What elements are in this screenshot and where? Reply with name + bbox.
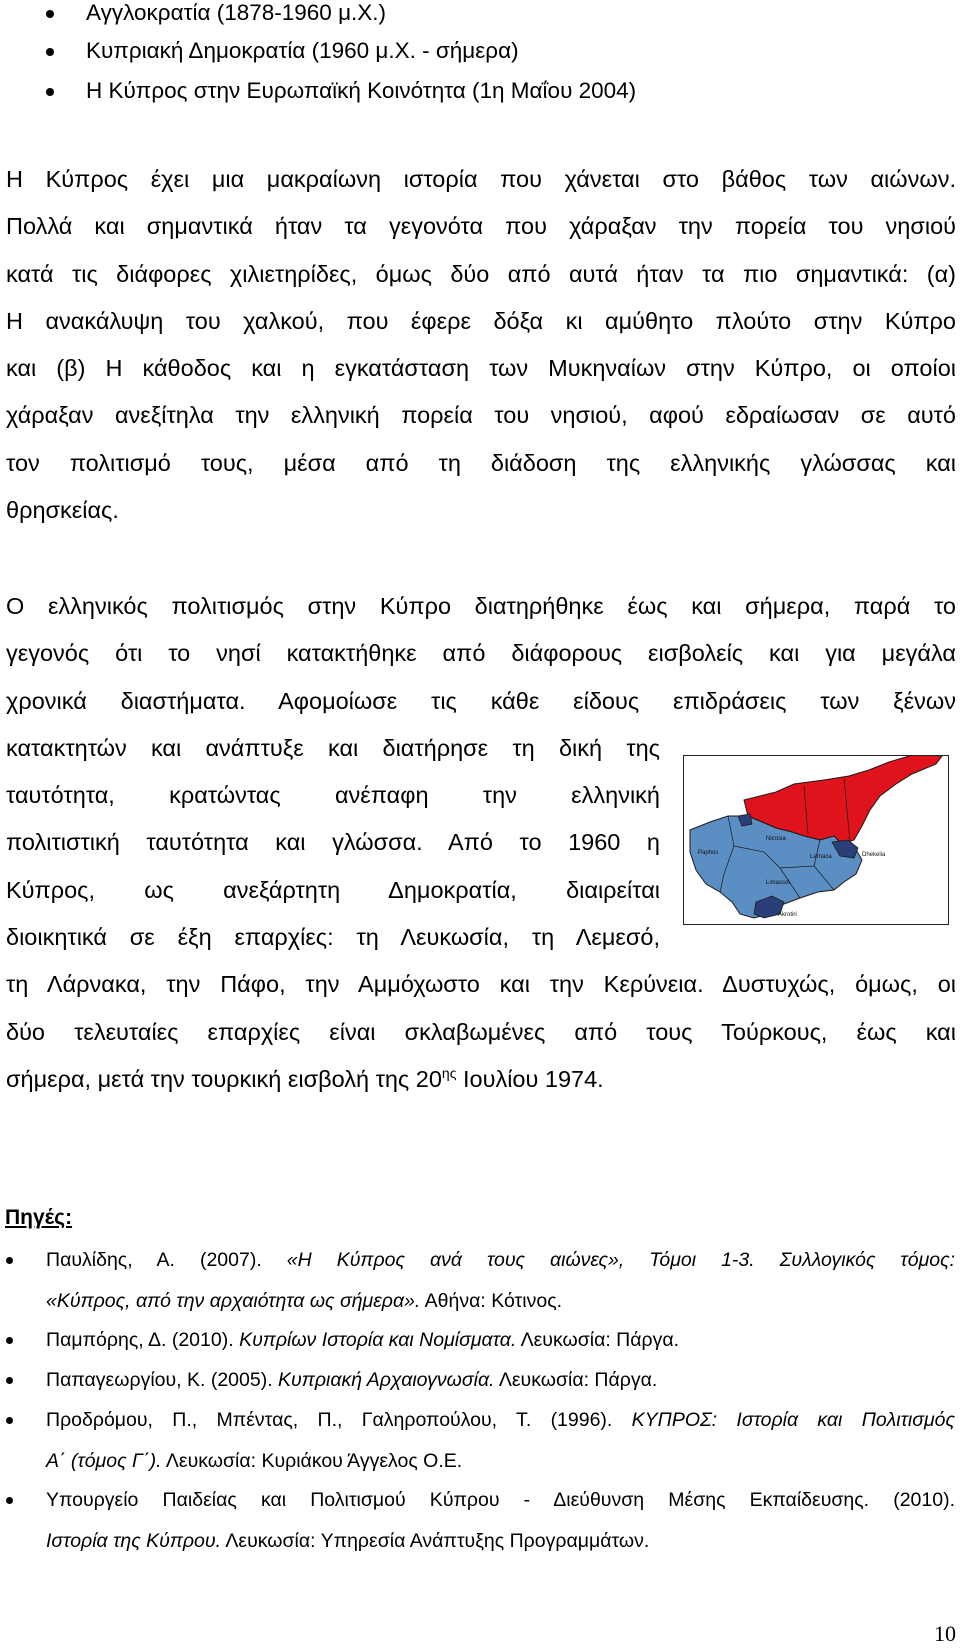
text-fragment: Παπαγεωργίου, Κ. (2005). <box>46 1369 279 1391</box>
list-item-text: Η Κύπρος στην Ευρωπαϊκή Κοινότητα (1η Μαΐου 2004) <box>86 78 637 103</box>
text-fragment: Λευκωσία: Υπηρεσία Ανάπτυξης Προγραμμάτων. <box>221 1529 650 1552</box>
text-line: γεγονός ότι το νησί κατακτήθηκε από διάφορους εισβολείς και για μεγάλα <box>6 640 956 667</box>
text-line <box>46 1441 955 1482</box>
text-line: τη Λάρνακα, την Πάφο, την Αμμόχωστο και την Κερύνεια. Δυστυχώς, όμως, οι <box>6 971 956 998</box>
text-fragment: Προδρόμου, Π., Μπέντας, Π., Γαληροπούλου, Τ. (1996). <box>46 1409 632 1431</box>
text-fragment-italic: Κυπρίων Ιστορία και Νομίσματα. <box>239 1329 517 1351</box>
text-fragment-italic: Ιστορία της Κύπρου. <box>46 1529 222 1552</box>
history-paragraph <box>6 156 956 534</box>
text-line: θρησκείας. <box>6 497 119 524</box>
bullet-icon <box>6 1417 13 1424</box>
text-line: κατακτητών και ανάπτυξε και διατήρησε τη δική της <box>6 734 660 761</box>
map-label: Limassol <box>766 880 790 886</box>
text-fragment: Παυλίδης, Α. (2007). <box>46 1249 287 1271</box>
bullet-icon <box>6 1257 13 1264</box>
reference-text <box>46 1480 955 1561</box>
text-fragment-italic: «Κύπρος, από την αρχαιότητα ως σήμερα». <box>46 1289 421 1312</box>
text-line: Η Κύπρος έχει μια μακραίωνη ιστορία που χάνεται στο βάθος των αιώνων. <box>6 166 956 192</box>
bullet-icon <box>46 48 54 56</box>
text-line: Πολλά και σημαντικά ήταν τα γεγονότα που χάραξαν την πορεία του νησιού <box>6 213 956 240</box>
text-line: διοικητικά σε έξη επαρχίες: τη Λευκωσία, τη Λεμεσό, <box>6 924 660 951</box>
map-label: Nicosia <box>766 836 786 842</box>
ordinal-superscript: ης <box>441 1064 457 1081</box>
text-line <box>46 1360 955 1401</box>
text-line: τον πολιτισμό τους, μέσα από τη διάδοση της ελληνικής γλώσσας και <box>6 449 956 476</box>
bullet-icon <box>6 1377 13 1384</box>
list-item-text: Αγγλοκρατία (1878-1960 μ.Χ.) <box>86 0 387 25</box>
text-fragment: Παμπόρης, Δ. (2010). <box>46 1329 240 1351</box>
text-line: Υπουργείο Παιδείας και Πολιτισμού Κύπρου - Διεύθυνση Μέσης Εκπαίδευσης. (2010). <box>46 1489 955 1511</box>
page-number: 10 <box>934 1621 956 1646</box>
text-fragment-italic: «Η Κύπρος ανά τους αιώνες», Τόμοι 1-3. Συλλογικός τόμος: <box>286 1249 955 1271</box>
map-label: Paphos <box>698 850 719 856</box>
text-fragment: Ιουλίου 1974. <box>456 1065 604 1092</box>
map-label: Akrotiri <box>778 912 797 918</box>
text-fragment-italic: ΚΥΠΡΟΣ: Ιστορία και Πολιτισμός <box>631 1409 955 1431</box>
text-line: και (β) Η κάθοδος και η εγκατάσταση των Μυκηναίων στην Κύπρο, οι οποίοι <box>6 355 956 382</box>
text-fragment: σήμερα, μετά την τουρκική εισβολή της 20 <box>6 1065 442 1092</box>
text-fragment-italic: Κυπριακή Αρχαιογνωσία. <box>278 1369 495 1391</box>
reference-text <box>46 1360 955 1401</box>
text-line <box>46 1240 955 1281</box>
sources-heading: Πηγές: <box>5 1206 73 1229</box>
bullet-icon <box>6 1497 13 1504</box>
text-line: κατά τις διάφορες χιλιετηρίδες, όμως δύο από αυτά ήταν τα πιο σημαντικά: (α) <box>6 260 956 287</box>
reference-text <box>46 1240 955 1321</box>
text-line: δύο τελευταίες επαρχίες είναι σκλαβωμένες από τους Τούρκους, έως και <box>6 1018 956 1045</box>
map-label: Larnaca <box>810 854 832 860</box>
text-fragment: Λευκωσία: Πάργα. <box>516 1329 680 1351</box>
text-line <box>46 1320 955 1361</box>
bullet-icon <box>46 88 54 96</box>
reference-text <box>46 1320 955 1361</box>
text-line <box>46 1400 955 1441</box>
text-line: πολιτιστική ταυτότητα και γλώσσα. Από το 1960 η <box>6 829 660 856</box>
bullet-icon <box>6 1337 13 1344</box>
text-line: Κύπρος, ως ανεξάρτητη Δημοκρατία, διαιρείται <box>6 876 660 903</box>
list-item-text: Κυπριακή Δημοκρατία (1960 μ.Χ. - σήμερα) <box>86 38 519 63</box>
text-fragment: Λευκωσία: Πάργα. <box>494 1369 658 1391</box>
text-line: χρονικά διαστήματα. Αφομοίωσε τις κάθε είδους επιδράσεις των ξένων <box>6 687 956 714</box>
text-fragment: Αθήνα: Κότινος. <box>420 1289 563 1312</box>
text-fragment-italic: Α΄ (τόμος Γ΄). <box>46 1449 162 1472</box>
text-line <box>46 1521 955 1562</box>
text-line: ταυτότητα, κρατώντας ανέπαφη την ελληνική <box>6 782 660 809</box>
map-label: Dhekelia <box>862 852 886 858</box>
text-line <box>46 1281 955 1322</box>
cyprus-map-svg <box>684 756 948 924</box>
text-fragment: Λευκωσία: Κυριάκου Άγγελος Ο.Ε. <box>161 1449 463 1472</box>
reference-text <box>46 1400 955 1481</box>
text-line: Η ανακάλυψη του χαλκού, που έφερε δόξα κι αμύθητο πλούτο στην Κύπρο <box>6 307 956 334</box>
text-line: Ο ελληνικός πολιτισμός στην Κύπρο διατηρήθηκε έως και σήμερα, παρά το <box>6 593 956 619</box>
text-line <box>6 1056 956 1103</box>
text-line: χάραξαν ανεξίτηλα την ελληνική πορεία του νησιού, αφού εδραίωσαν σε αυτό <box>6 402 956 429</box>
bullet-icon <box>46 10 54 18</box>
cyprus-map-image <box>683 755 949 925</box>
